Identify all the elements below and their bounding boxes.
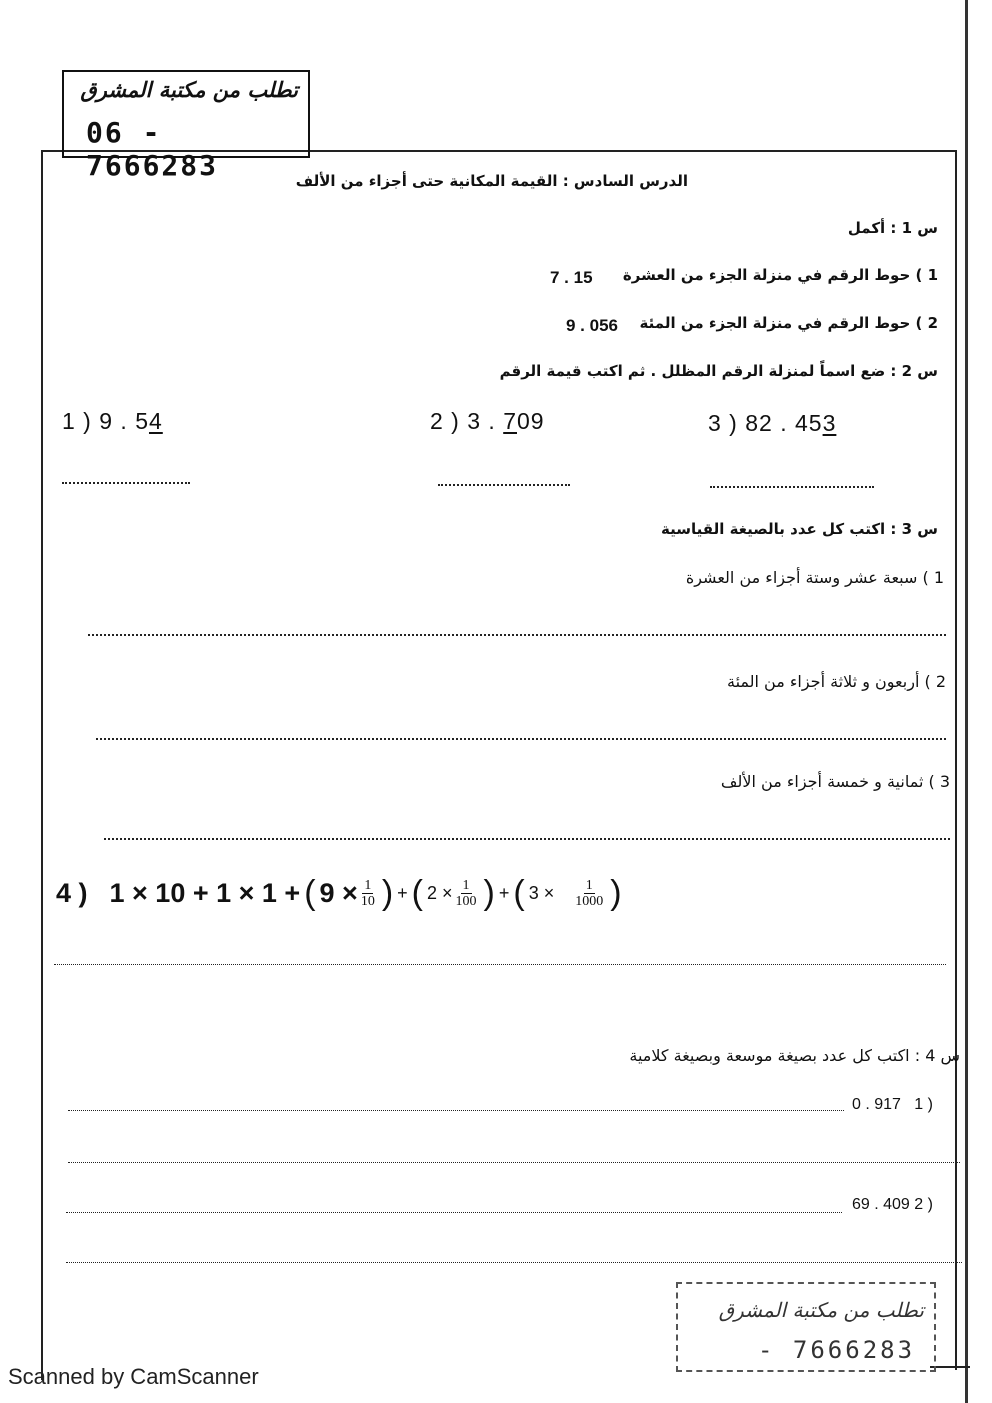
q2-item-3: 3 ) 82 . 453: [708, 410, 837, 436]
lesson-title: الدرس السادس : القيمة المكانية حتى أجزاء من الألف: [295, 172, 688, 190]
answer-line[interactable]: [96, 738, 946, 740]
q4-item-1: [852, 1096, 933, 1114]
scanner-watermark: Scanned by CamScanner: [8, 1364, 259, 1389]
stamp-shop-name: تطلب من مكتبة المشرق: [718, 1298, 924, 1322]
q4-item-2: [852, 1196, 933, 1214]
answer-line[interactable]: [54, 964, 946, 965]
q2-heading: س 2 : ضع اسماً لمنزلة الرقم المظلل . ثم اكتب قيمة الرقم: [499, 362, 938, 380]
q4-item-2-label: 2 ): [914, 1196, 933, 1213]
expr-term-3: 3 ×: [528, 883, 555, 903]
answer-line[interactable]: [62, 482, 190, 484]
stamp-phone: - 7666283: [758, 1336, 916, 1364]
answer-line[interactable]: [68, 1162, 960, 1163]
fraction: $\frac{1}{100}$: [455, 878, 477, 909]
q3-heading: س 3 : اكتب كل عدد بالصيغة القياسية: [661, 520, 938, 538]
q3-item-4-expression: 4 ) 1 × 10 + 1 × 1 + ( 9 × $\frac{1}{10}$ ) + ( 2 × $\frac{1}{100}$ ) + ( 3 × $\frac{1}{1000}$ ): [56, 874, 622, 912]
q4-heading: س 4 : اكتب كل عدد بصيغة موسعة وبصيغة كلامية: [629, 1046, 960, 1065]
q3-item-3: 3 ) ثمانية و خمسة أجزاء من الألف: [720, 772, 950, 791]
frame-left-border: [41, 150, 43, 1380]
bookshop-stamp-bottom: [676, 1282, 936, 1372]
answer-line[interactable]: [104, 838, 950, 840]
q2-item-2: 2 ) 3 . 709: [430, 408, 545, 434]
expr-lead: 1 × 10 + 1 × 1 +: [109, 878, 301, 908]
q4-item-1-label: 1 ): [914, 1096, 933, 1113]
stamp-shop-name: تطلب من مكتبة المشرق: [80, 78, 298, 102]
fraction: $\frac{1}{10}$: [360, 878, 375, 909]
page-edge: [965, 0, 968, 1403]
answer-line[interactable]: [66, 1262, 962, 1263]
q3-item-1: 1 ) سبعة عشر وستة أجزاء من العشرة: [685, 568, 944, 587]
answer-line[interactable]: [66, 1212, 842, 1213]
answer-line[interactable]: [710, 486, 874, 488]
answer-line[interactable]: [68, 1110, 844, 1111]
fraction: $\frac{1}{1000}$: [575, 878, 604, 909]
q1-heading: س 1 : أكمل: [847, 219, 938, 237]
q1-item-1-number: 7 . 15: [550, 268, 593, 287]
answer-line[interactable]: [88, 634, 946, 636]
shaded-digit: 4: [148, 408, 163, 434]
q1-item-2: [640, 314, 938, 332]
expr-label: 4 ): [56, 878, 88, 908]
q1-item-2-number: 9 . 056: [566, 316, 618, 335]
q1-item-1: [623, 266, 938, 284]
q2-item-1: 1 ) 9 . 54: [62, 408, 163, 434]
expr-term-2: 2 ×: [426, 883, 453, 903]
bottom-rule: [930, 1366, 970, 1368]
q4-item-1-number: 0 . 917: [852, 1096, 901, 1113]
stamp-phone: 06 - 7666283: [86, 116, 219, 182]
q4-item-2-number: 69 . 409: [852, 1196, 910, 1213]
shaded-digit: 3: [822, 410, 837, 436]
q1-item-2-text: 2 ) حوط الرقم في منزلة الجزء من المئة: [639, 314, 938, 332]
q1-item-1-text: 1 ) حوط الرقم في منزلة الجزء من العشرة: [622, 266, 938, 284]
bookshop-stamp-top: [62, 70, 310, 182]
q3-item-2: 2 ) أربعون و ثلاثة أجزاء من المئة: [726, 672, 946, 691]
shaded-digit: 7: [503, 408, 517, 434]
expr-term-1: 9 ×: [319, 878, 358, 908]
answer-line[interactable]: [438, 484, 570, 486]
frame-right-border: [955, 150, 957, 1370]
